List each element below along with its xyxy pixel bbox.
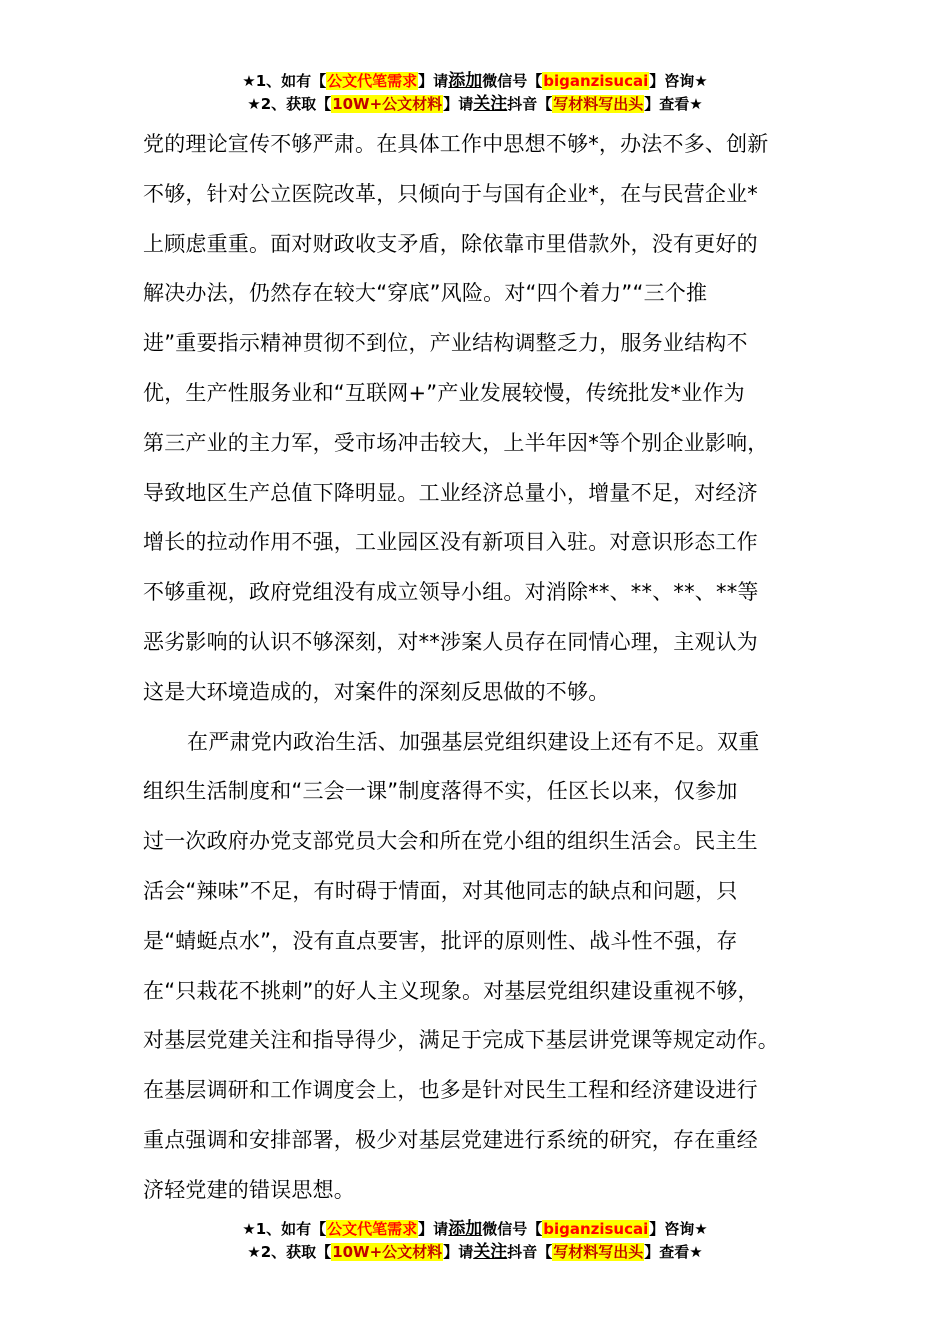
banner-text: 微信号【	[482, 1220, 543, 1238]
banner-highlight: 写材料写出头	[553, 95, 644, 113]
banner-text: 】查看★	[644, 95, 703, 113]
text-line: 在“只栽花不挑刺”的好人主义现象。对基层党组织建设重视不够，	[143, 978, 759, 1003]
text-line: 导致地区生产总值下降明显。工业经济总量小，增量不足，对经济	[143, 480, 758, 505]
text-line: 上顾虑重重。面对财政收支矛盾，除依靠市里借款外，没有更好的	[143, 231, 758, 256]
text-line: 这是大环境造成的，对案件的深刻反思做的不够。	[143, 679, 610, 704]
banner-emphasis: 添加	[448, 71, 483, 91]
banner-emphasis: 关注	[473, 94, 508, 114]
banner-highlight: 写材料写出头	[553, 1243, 644, 1261]
text-line: 不够，针对公立医院改革，只倾向于与国有企业*，在与民营企业*	[143, 181, 758, 206]
banner-text: 】请	[418, 1220, 449, 1238]
text-line: 解决办法，仍然存在较大“穿底”风险。对“四个着力”“三个推	[143, 281, 708, 306]
banner-text: ★1、如有【	[242, 1220, 327, 1238]
banner-text: 】请	[443, 1243, 474, 1261]
banner-line-1	[0, 1218, 950, 1241]
banner-text: 抖音【	[507, 1243, 553, 1261]
text-line: 优，生产性服务业和“互联网+”产业发展较慢，传统批发*业作为	[143, 380, 745, 405]
banner-highlight: biganzisucai	[543, 1220, 649, 1238]
banner-text: ★1、如有【	[242, 72, 327, 90]
banner-line-2	[0, 1241, 950, 1264]
banner-text: 】请	[418, 72, 449, 90]
banner-text: 】查看★	[644, 1243, 703, 1261]
banner-text: 】请	[443, 95, 474, 113]
paragraph-1	[143, 120, 823, 718]
banner-highlight: biganzisucai	[543, 72, 649, 90]
text-line: 恶劣影响的认识不够深刻，对**涉案人员存在同情心理，主观认为	[143, 629, 758, 654]
banner-text: 】咨询★	[649, 72, 708, 90]
text-line: 济轻党建的错误思想。	[143, 1177, 355, 1202]
text-line: 第三产业的主力军，受市场冲击较大，上半年因*等个别企业影响，	[143, 430, 769, 455]
banner-highlight: 公文代笔需求	[327, 72, 418, 90]
text-line: 不够重视，政府党组没有成立领导小组。对消除**、**、**、**等	[143, 580, 759, 605]
banner-text: 微信号【	[482, 72, 543, 90]
banner-highlight: 公文代笔需求	[327, 1220, 418, 1238]
banner-text: 抖音【	[507, 95, 553, 113]
text-line: 重点强调和安排部署，极少对基层党建进行系统的研究，存在重经	[143, 1127, 758, 1152]
text-line: 进”重要指示精神贯彻不到位，产业结构调整乏力，服务业结构不	[143, 331, 748, 356]
text-line: 过一次政府办党支部党员大会和所在党小组的组织生活会。民主生	[143, 829, 758, 854]
text-line: 在基层调研和工作调度会上，也多是针对民生工程和经济建设进行	[143, 1078, 758, 1103]
text-line: 增长的拉动作用不强，工业园区没有新项目入驻。对意识形态工作	[143, 530, 758, 555]
text-line: 活会“辣味”不足，有时碍于情面，对其他同志的缺点和问题，只	[143, 878, 738, 903]
text-line: 在严肃党内政治生活、加强基层党组织建设上还有不足。双重	[187, 729, 760, 754]
text-line: 党的理论宣传不够严肃。在具体工作中思想不够*，办法不多、创新	[143, 132, 769, 156]
banner-line-2	[0, 93, 950, 116]
banner-highlight: 10W+公文材料	[332, 95, 443, 113]
text-line: 对基层党建关注和指导得少，满足于完成下基层讲党课等规定动作。	[143, 1028, 779, 1053]
banner-text: ★2、获取【	[247, 95, 332, 113]
banner-line-1	[0, 70, 950, 93]
banner-emphasis: 关注	[473, 1242, 508, 1262]
text-line: 组织生活制度和“三会一课”制度落得不实，任区长以来，仅参加	[143, 779, 738, 804]
banner-text: 】咨询★	[649, 1220, 708, 1238]
header-banner	[0, 70, 950, 116]
text-line: 是“蜻蜓点水”，没有直点要害，批评的原则性、战斗性不强，存	[143, 928, 738, 953]
footer-banner	[0, 1218, 950, 1264]
banner-highlight: 10W+公文材料	[332, 1243, 443, 1261]
paragraph-2	[143, 718, 823, 1216]
banner-emphasis: 添加	[448, 1219, 483, 1239]
document-body	[143, 120, 823, 1216]
banner-text: ★2、获取【	[247, 1243, 332, 1261]
